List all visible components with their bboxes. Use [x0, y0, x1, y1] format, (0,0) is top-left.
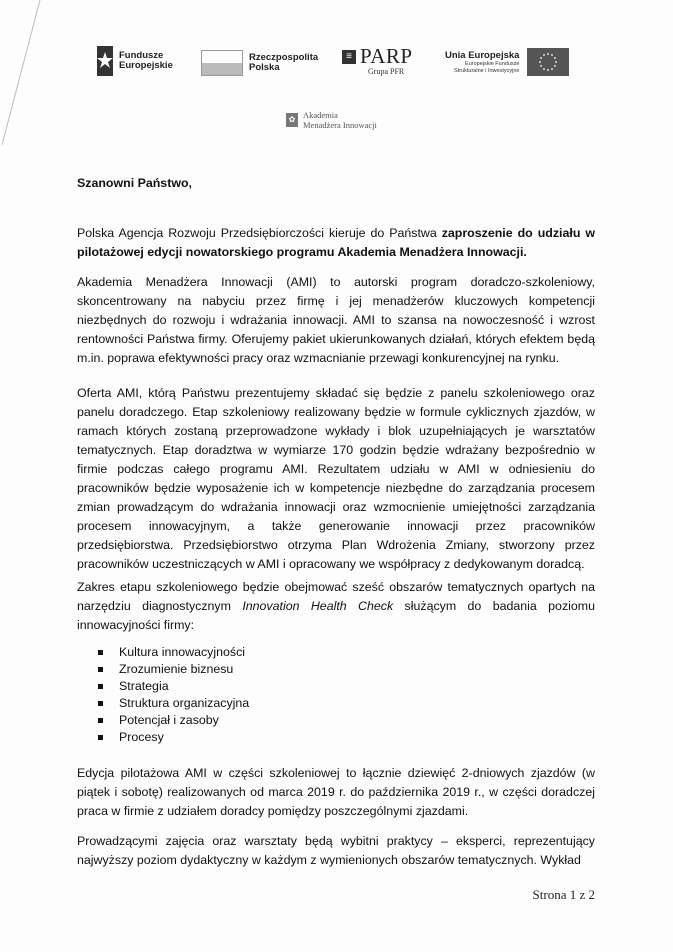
list-item: Zrozumienie biznesu	[98, 661, 249, 678]
unia-europejska-logo	[445, 48, 569, 76]
parp-logo	[342, 44, 413, 76]
p4-italic: Innovation Health Check	[242, 599, 394, 613]
logo-header	[0, 44, 673, 92]
paragraph-pilot-edition: Edycja pilotażowa AMI w części szkoleniowej to łącznie dziewięć 2-dniowych zjazdów (w piątek i sobotę) realizowanych od marca 2019 r. do października 2019 r., w części doradczej praca w firmie z udziałem doradcy pomiędzy poszczególnymi zjazdami.	[77, 766, 595, 818]
list-item: Kultura innowacyjności	[98, 644, 249, 661]
fundusze-europejskie-logo	[95, 46, 173, 76]
fundusze-line2: Europejskie	[119, 60, 173, 71]
list-item: Strategia	[98, 678, 249, 695]
list-item: Struktura organizacyjna	[98, 695, 249, 712]
parp-name: PARP	[360, 44, 413, 68]
paragraph-ami-description: Akademia Menadżera Innowacji (AMI) to autorski program doradczo-szkoleniowy, skoncentrowany na nabyciu przez firmę i jej menadżerów kluczowych kompetencji niezbędnych do rozwoju i wdrażania innowacji. AMI to szansa na nowoczesność i wzrost rentowności Państwa firmy. Oferujemy pakiet ukierunkowanych działań, których efektem będą m.in. poprawa efektywności pracy oraz wzmacnianie przewagi konkurencyjnej na rynku.	[77, 275, 595, 365]
p4-start: Zakres etapu szkoleniowego będzie obejmować sześć obszarów tematycznych opartych na narzędziu diagnostycznym	[77, 580, 595, 613]
ami-mark-icon: ✿	[286, 113, 298, 127]
list-item: Potencjał i zasoby	[98, 712, 249, 729]
rp-line2: Polska	[249, 62, 280, 73]
polish-flag-icon	[201, 50, 243, 76]
ue-title: Unia Europejska	[445, 49, 520, 61]
paragraph-scope	[77, 578, 595, 635]
ami-logo	[286, 110, 377, 130]
fundusze-line1: Fundusze	[119, 50, 164, 61]
greeting: Szanowni Państwo,	[77, 176, 192, 190]
p1-text: Polska Agencja Rozwoju Przedsiębiorczości kieruje do Państwa	[77, 226, 442, 240]
parp-mark-icon: ≡	[342, 50, 356, 64]
ami-line1: Akademia	[303, 110, 338, 120]
ue-sub1: Europejskie Fundusze	[465, 60, 520, 67]
rp-line1: Rzeczpospolita	[249, 52, 319, 63]
fundusze-star-icon	[95, 46, 115, 76]
paragraph-invitation	[77, 224, 595, 262]
paragraph-offer: Oferta AMI, którą Państwu prezentujemy składać się będzie z panelu szkoleniowego oraz panelu doradczego. Etap szkoleniowy realizowany będzie w formule cyklicznych zjazdów, w ramach których zostaną przeprowadzone wykłady i blok uzupełniających je warsztatów tematycznych. Etap doradztwa w wymiarze 170 godzin będzie wdrażany bezpośrednio w firmie podczas całego programu AMI. Rezultatem udziału w AMI w odniesieniu do pracowników będzie wyposażenie ich w kompetencje niezbędne do zarządzania procesem zmian prowadzącym do wdrażania innowacji oraz wzmocnienie umiejętności zarządzania procesem innowacyjnym, a także generowanie innowacji przez pracowników przedsiębiorstwa. Przedsiębiorstwo otrzyma Plan Wdrożenia Zmiany, stworzony przez pracowników uczestniczących w AMI i opracowany we współpracy z dedykowanym doradcą.	[77, 386, 595, 571]
topics-list	[77, 644, 249, 746]
p4-end: służącym do badania poziomu innowacyjności firmy:	[77, 599, 595, 632]
eu-flag-icon	[527, 48, 569, 76]
rzeczpospolita-logo	[201, 50, 318, 76]
list-item: Procesy	[98, 729, 249, 746]
paragraph-experts: Prowadzącymi zajęcia oraz warsztaty będą wybitni praktycy – eksperci, reprezentujący najwyższy poziom dydaktyczny w każdym z wymienionych obszarów tematycznych. Wykład	[77, 834, 595, 867]
ami-line2: Menadżera Innowacji	[303, 120, 377, 130]
parp-sub: Grupa PFR	[368, 67, 405, 76]
p1-bold: zaproszenie do udziału w pilotażowej edycji nowatorskiego programu Akademia Menadżera Innowacji.	[77, 226, 595, 259]
page-number: Strona 1 z 2	[532, 887, 595, 902]
ue-sub2: Strukturalne i Inwestycyjne	[454, 67, 520, 74]
